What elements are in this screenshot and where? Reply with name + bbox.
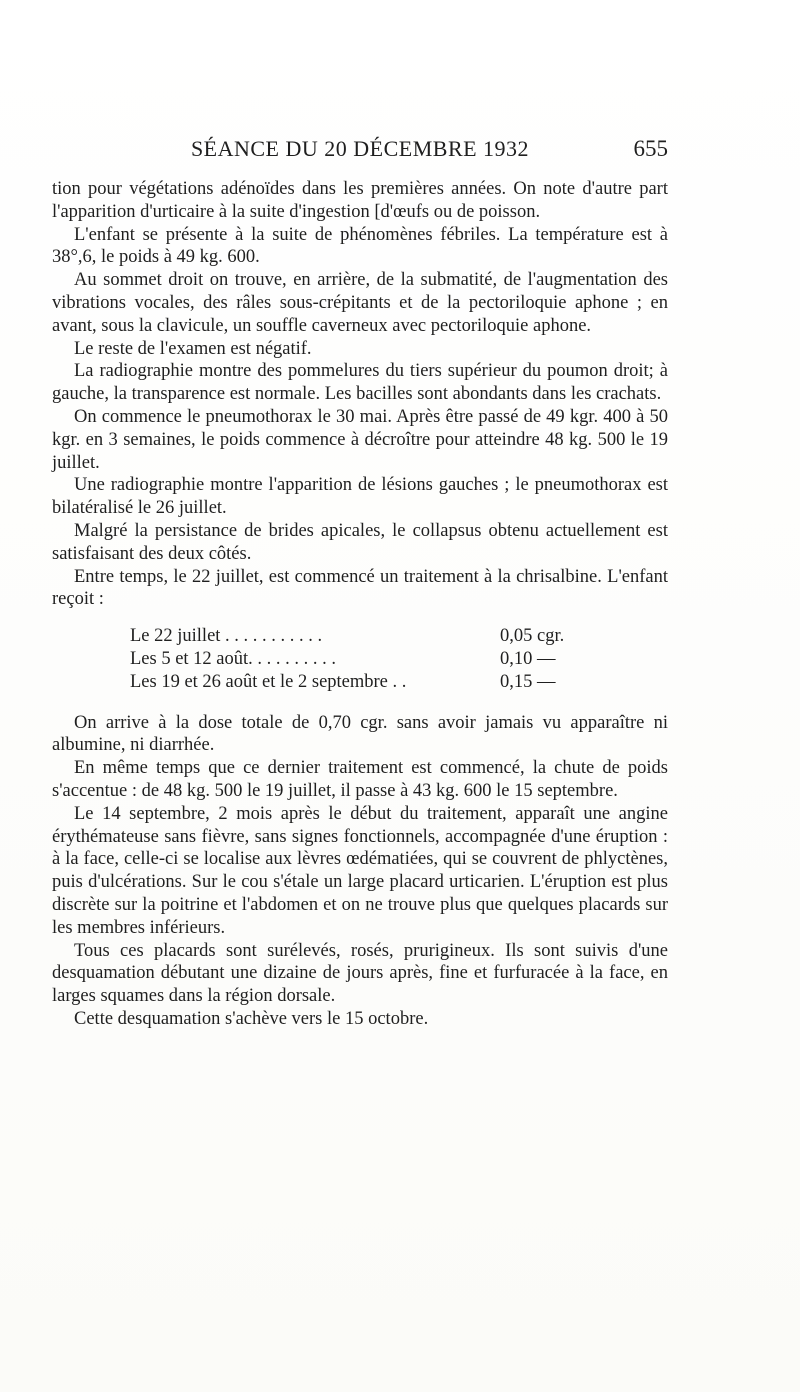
paragraph: Tous ces placards sont surélevés, rosés, prurigineux. Ils sont suivis d'une desquamation débutant une dizaine de jours après, fine et furfuracée à la face, en larges squames dans la région dorsale. [52,940,668,1007]
paragraph: On commence le pneumothorax le 30 mai. Après être passé de 49 kgr. 400 à 50 kgr. en 3 semaines, le poids commence à décroître pour atteindre 48 kg. 500 le 19 juillet. [52,406,668,473]
paragraph: On arrive à la dose totale de 0,70 cgr. sans avoir jamais vu apparaître ni albumine, ni diarrhée. [52,712,668,756]
paragraph: Entre temps, le 22 juillet, est commencé un traitement à la chrisalbine. L'enfant reçoit : [52,566,668,610]
table-row [130,625,600,648]
page-number: 655 [633,136,668,161]
dose-schedule-table [130,625,600,693]
paragraph: La radiographie montre des pommelures du tiers supérieur du poumon droit; à gauche, la transparence est normale. Les bacilles sont abondants dans les crachats. [52,361,668,405]
dose-date: Les 19 et 26 août et le 2 septembre . . [130,671,407,692]
paragraph: Une radiographie montre l'apparition de lésions gauches ; le pneumothorax est bilatéralisé le 26 juillet. [52,475,668,519]
table-row [130,648,600,671]
paragraph: En même temps que ce dernier traitement est commencé, la chute de poids s'accentue : de 48 kg. 500 le 19 juillet, il passe à 43 kg. 600 le 15 septembre. [52,758,668,801]
paragraph: tion pour végétations adénoïdes dans les premières années. On note d'autre part l'apparition d'urticaire à la suite d'ingestion [d'œufs ou de poisson. [52,179,668,222]
dose-date: Le 22 juillet . . . . . . . . . . . [130,626,323,647]
paragraph: Cette desquamation s'achève vers le 15 octobre. [74,1008,429,1029]
dose-date: Les 5 et 12 août. . . . . . . . . . [130,648,337,669]
paragraph: Au sommet droit on trouve, en arrière, de la submatité, de l'augmentation des vibrations vocales, des râles sous-crépitants et de la pectoriloquie aphone ; en avant, sous la clavicule, un souffle caverneux avec pectoriloquie aphone. [52,270,668,336]
running-header [52,136,668,166]
table-row [130,671,600,694]
body-text [52,178,668,1031]
paragraph: Malgré la persistance de brides apicales, le collapsus obtenu actuellement est satisfaisant des deux côtés. [52,520,668,564]
header-title: SÉANCE DU 20 DÉCEMBRE 1932 [190,136,530,161]
paragraph: Le 14 septembre, 2 mois après le début du traitement, apparaît une angine érythémateuse sans fièvre, sans signes fonctionnels, accompagnée d'une éruption : à la face, celle-ci se localise aux lèvres œdématiées, qui se couvrent de phlyctènes, puis d'ulcérations. Sur le cou s'étale un large placard urticarien. L'éruption est plus discrète sur la poitrine et l'abdomen et on ne trouve plus que quelques placards sur les membres inférieurs. [52,803,668,938]
paragraph: L'enfant se présente à la suite de phénomènes fébriles. La température est à 38°,6, le poids à 49 kg. 600. [52,224,668,268]
dose-amount: 0,15 — [500,671,556,692]
dose-amount: 0,05 cgr. [500,626,565,647]
dose-amount: 0,10 — [500,648,556,669]
paragraph: Le reste de l'examen est négatif. [74,338,312,359]
